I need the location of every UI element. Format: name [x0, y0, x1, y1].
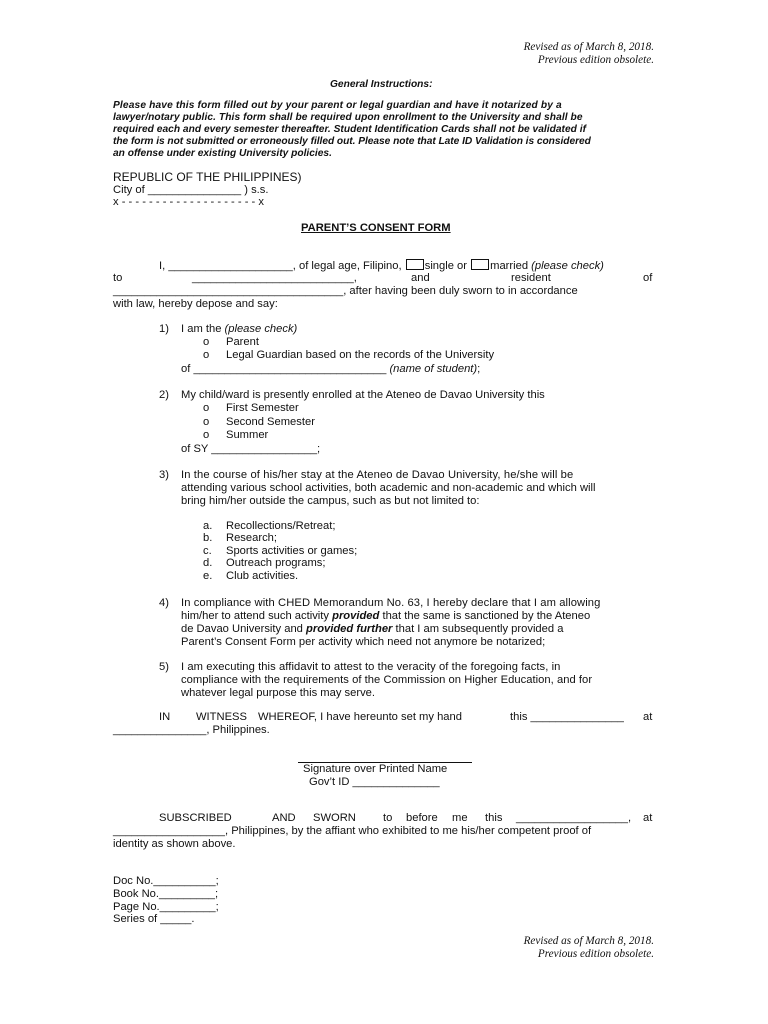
provided-further-emphasis: provided further — [306, 623, 393, 635]
jurat-to: to — [383, 812, 393, 824]
item-1-semicolon: ; — [477, 363, 481, 375]
single-label: single or — [424, 260, 468, 272]
item-4-line-1: In compliance with CHED Memorandum No. 63, I hereby declare that I am allowing — [181, 597, 601, 609]
jurat-this: this — [485, 812, 503, 824]
signature-label: Signature over Printed Name — [303, 763, 448, 775]
instructions-line: an offense under existing University policies. — [113, 148, 332, 159]
option-legal-guardian: Legal Guardian based on the records of the University — [226, 349, 495, 361]
item-4-line-2 — [181, 610, 590, 623]
item-4-text: him/her to attend such activity — [181, 610, 329, 622]
footer-obsolete-note: Previous edition obsolete. — [537, 948, 654, 960]
book-no-blank: Book No._________; — [113, 888, 219, 900]
option-parent: Parent — [226, 336, 259, 348]
jurat-subscribed: SUBSCRIBED — [159, 812, 232, 824]
item-1-of-line — [181, 363, 480, 376]
series-of-blank: Series of _____. — [113, 913, 195, 925]
republic-line: REPUBLIC OF THE PHILIPPINES) — [113, 170, 302, 184]
item-5-line: compliance with the requirements of the Commission on Higher Education, and for — [181, 674, 593, 686]
witness-whereof: WHEREOF, I have hereunto set my hand — [258, 711, 462, 723]
provided-emphasis: provided — [332, 610, 380, 622]
jurat-line-2: __________________, Philippines, by the affiant who exhibited to me his/her competent proof of — [113, 825, 592, 837]
activity-item: Club activities. — [226, 570, 299, 582]
jurat-and: AND — [272, 812, 296, 824]
name-of-student-note: (name of student) — [389, 363, 478, 375]
intro-line-1 — [159, 259, 604, 273]
bullet-o: o — [203, 349, 210, 361]
item-1-number: 1) — [159, 323, 169, 335]
witness-date-blank: this _______________ — [510, 711, 624, 723]
jurat-sworn: SWORN — [313, 812, 356, 824]
doc-no-blank: Doc No.__________; — [113, 875, 219, 887]
witness-word: WITNESS — [196, 711, 247, 723]
header-revised-note: Revised as of March 8, 2018. — [523, 41, 654, 53]
option-first-semester: First Semester — [226, 402, 299, 414]
please-check-note: (please check) — [531, 260, 604, 272]
item-4-line-4: Parent’s Consent Form per activity which need not anymore be notarized; — [181, 636, 546, 648]
activity-item: Research; — [226, 532, 277, 544]
item-1-please-check: (please check) — [224, 323, 298, 335]
jurat-line-3: identity as shown above. — [113, 838, 236, 850]
option-summer: Summer — [226, 429, 269, 441]
activity-letter: c. — [203, 545, 212, 557]
activity-item: Recollections/Retreat; — [226, 520, 336, 532]
intro-line-3: _____________________________________, after having been duly sworn to in accordance — [113, 285, 578, 297]
activity-letter: b. — [203, 532, 213, 544]
intro-line-4: with law, hereby depose and say: — [113, 298, 278, 310]
item-3-line: In the course of his/her stay at the Ateneo de Davao University, he/she will be — [181, 469, 574, 481]
activity-letter: e. — [203, 570, 213, 582]
jurat-me: me — [452, 812, 468, 824]
x-separator-line: x - - - - - - - - - - - - - - - - - - - - x — [113, 196, 264, 208]
item-1-lead-text: I am the — [181, 323, 222, 335]
item-3-line: bring him/her outside the campus, such as but not limited to: — [181, 495, 480, 507]
item-5-line: whatever legal purpose this may serve. — [181, 687, 376, 699]
item-3-line: attending various school activities, both academic and non-academic and which will — [181, 482, 596, 494]
witness-at: at — [643, 711, 653, 723]
instructions-line: lawyer/notary public. This form shall be required upon enrollment to the University and shall be — [113, 112, 583, 123]
item-5-number: 5) — [159, 661, 169, 673]
intro-and: and — [411, 272, 430, 284]
header-obsolete-note: Previous edition obsolete. — [537, 54, 654, 66]
page-no-blank: Page No._________; — [113, 901, 219, 913]
item-4-line-3 — [181, 623, 563, 636]
school-year-blank: of SY _________________; — [181, 443, 321, 455]
item-2-lead: My child/ward is presently enrolled at the Ateneo de Davao University this — [181, 389, 545, 401]
activity-letter: d. — [203, 557, 213, 569]
student-name-blank: of _______________________________ — [181, 363, 387, 375]
bullet-o: o — [203, 429, 210, 441]
instructions-line: Please have this form filled out by your parent or legal guardian and have it notarized by a — [113, 100, 562, 111]
item-5-line: I am executing this affidavit to attest to the veracity of the foregoing facts, in — [181, 661, 561, 673]
jurat-before: before — [406, 812, 438, 824]
spouse-blank: __________________________, — [192, 272, 357, 284]
activity-letter: a. — [203, 520, 213, 532]
witness-in: IN — [159, 711, 171, 723]
married-label: married — [490, 260, 529, 272]
bullet-o: o — [203, 416, 210, 428]
intro-name-blank: I, ____________________, of legal age, Filipino, — [159, 260, 402, 272]
bullet-o: o — [203, 402, 210, 414]
form-title: PARENT’S CONSENT FORM — [301, 222, 451, 234]
intro-line-2-to: to — [113, 272, 123, 284]
item-4-number: 4) — [159, 597, 169, 609]
intro-of: of — [643, 272, 653, 284]
item-4-text: that I am subsequently provided a — [395, 623, 564, 635]
instructions-line: required each and every semester thereafter. Student Identification Cards shall not be validated if — [113, 124, 587, 135]
item-4-text: de Davao University and — [181, 623, 303, 635]
option-second-semester: Second Semester — [226, 416, 315, 428]
instructions-title: General Instructions: — [330, 79, 433, 90]
witness-place-blank: _______________, Philippines. — [113, 724, 270, 736]
activity-item: Outreach programs; — [226, 557, 326, 569]
married-checkbox[interactable] — [471, 259, 489, 270]
item-2-number: 2) — [159, 389, 169, 401]
city-line: City of _______________ ) s.s. — [113, 184, 269, 196]
item-3-number: 3) — [159, 469, 169, 481]
item-1-lead — [181, 323, 297, 336]
bullet-o: o — [203, 336, 210, 348]
activity-item: Sports activities or games; — [226, 545, 358, 557]
jurat-at: at — [643, 812, 653, 824]
intro-resident: resident — [511, 272, 551, 284]
single-checkbox[interactable] — [406, 259, 424, 270]
jurat-date-blank: __________________, — [516, 812, 632, 824]
item-4-text: that the same is sanctioned by the Ateneo — [382, 610, 591, 622]
footer-revised-note: Revised as of March 8, 2018. — [523, 935, 654, 947]
instructions-line: the form is not submitted or erroneously filled out. Please note that Late ID Validation is considered — [113, 136, 591, 147]
gov-id-blank: Gov’t ID ______________ — [309, 776, 440, 788]
